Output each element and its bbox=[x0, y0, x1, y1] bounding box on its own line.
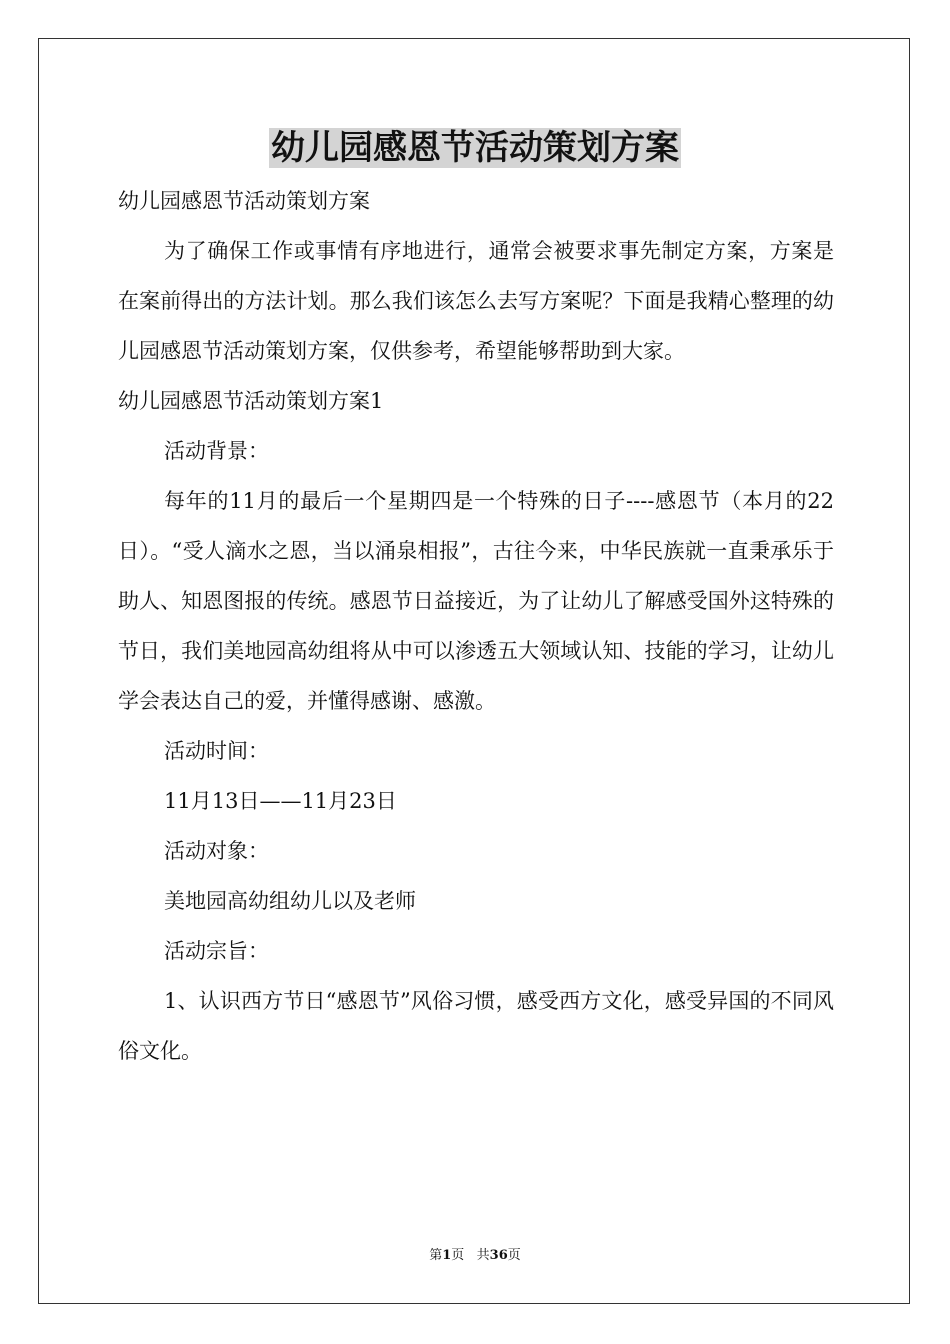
label-background: 活动背景： bbox=[164, 439, 269, 463]
label-purpose: 活动宗旨： bbox=[164, 939, 269, 963]
subtitle-paragraph: 幼儿园感恩节活动策划方案 bbox=[118, 189, 370, 213]
background-paragraph: 每年的11月的最后一个星期四是一个特殊的日子----感恩节（本月的22日）。“受人滴水之恩，当以涌泉相报”，古往今来，中华民族就一直秉承乐于助人、知恩图报的传统。感恩节日益接近，为了让幼儿了解感受国外这特殊的节日，我们美地园高幼组将从中可以渗透五大领域认知、技能的学习，让幼儿学会表达自己的爱，并懂得感谢、感激。 bbox=[118, 489, 834, 713]
page-mid: 页 共 bbox=[451, 1248, 490, 1263]
time-value: 11月13日——11月23日 bbox=[164, 789, 397, 813]
page-suffix: 页 bbox=[507, 1248, 521, 1263]
intro-paragraph: 为了确保工作或事情有序地进行，通常会被要求事先制定方案，方案是在案前得出的方法计划。那么我们该怎么去写方案呢？下面是我精心整理的幼儿园感恩节活动策划方案，仅供参考，希望能够帮助到大家。 bbox=[118, 239, 834, 363]
page-total: 36 bbox=[489, 1248, 508, 1263]
audience-value: 美地园高幼组幼儿以及老师 bbox=[164, 889, 416, 913]
document-body bbox=[118, 176, 834, 1076]
page-prefix: 第 bbox=[429, 1248, 443, 1263]
section-heading: 幼儿园感恩节活动策划方案1 bbox=[118, 389, 384, 413]
label-time: 活动时间： bbox=[164, 739, 269, 763]
label-audience: 活动对象： bbox=[164, 839, 269, 863]
document-title: 幼儿园感恩节活动策划方案 bbox=[271, 128, 679, 168]
purpose-item-1: 1、认识西方节日“感恩节”风俗习惯，感受西方文化，感受异国的不同风俗文化。 bbox=[118, 989, 834, 1063]
page-footer bbox=[0, 1247, 950, 1265]
page-current: 1 bbox=[442, 1248, 452, 1263]
